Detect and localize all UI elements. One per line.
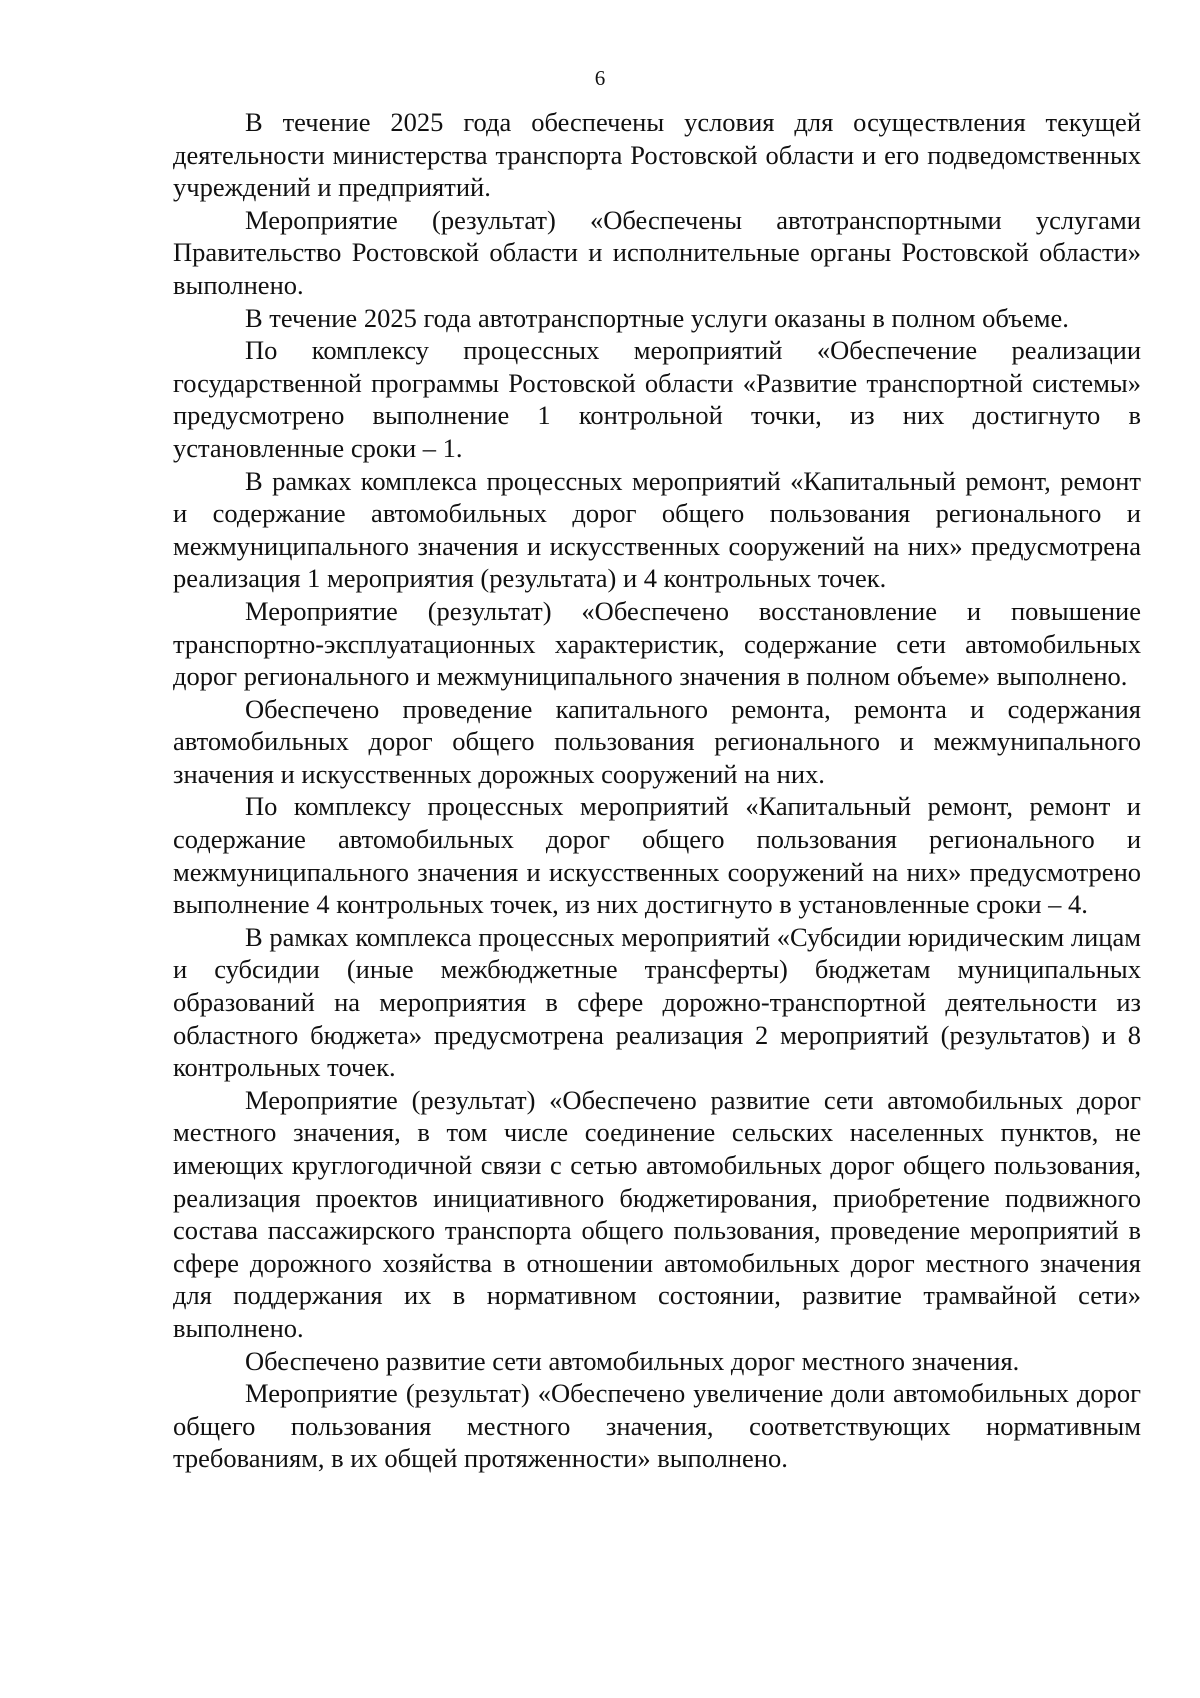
paragraph: В рамках комплекса процессных мероприятий «Капитальный ремонт, ремонт и содержание автомобильных дорог общего пользования регионального и межмуниципального значения и искусственных сооружений на них» предусмотрена реализация 1 мероприятия (результата) и 4 контрольных точек. <box>173 465 1141 594</box>
paragraph: Мероприятие (результат) «Обеспечены автотранспортными услугами Правительство Ростовской области и исполнительные органы Ростовской области» выполнено. <box>173 204 1141 300</box>
paragraph: Мероприятие (результат) «Обеспечено восстановление и повышение транспортно-эксплуатационных характеристик, содержание сети автомобильных дорог регионального и межмуниципального значения в полном объеме» выполнено. <box>173 595 1141 692</box>
paragraph: По комплексу процессных мероприятий «Капитальный ремонт, ремонт и содержание автомобильных дорог общего пользования регионального и межмуниципального значения и искусственных сооружений на них» предусмотрено выполнение 4 контрольных точек, из них достигнуто в установленные сроки – 4. <box>173 791 1141 920</box>
paragraph: По комплексу процессных мероприятий «Обеспечение реализации государственной программы Ростовской области «Развитие транспортной системы» предусмотрено выполнение 1 контрольной точки, из них достигнуто в установленные сроки – 1. <box>173 335 1141 463</box>
paragraph: В течение 2025 года обеспечены условия для осуществления текущей деятельности министерства транспорта Ростовской области и его подведомственных учреждений и предприятий. <box>173 107 1141 203</box>
paragraph: Обеспечено развитие сети автомобильных дорог местного значения. <box>245 1345 1020 1376</box>
body-text <box>173 106 1141 1475</box>
paragraph: Обеспечено проведение капитального ремонта, ремонта и содержания автомобильных дорог общего пользования регионального и межмунипального значения и искусственных дорожных сооружений на них. <box>173 693 1141 789</box>
paragraph: В рамках комплекса процессных мероприятий «Субсидии юридическим лицам и субсидии (иные межбюджетные трансферты) бюджетам муниципальных образований на мероприятия в сфере дорожно-транспортной деятельности из областного бюджета» предусмотрена реализация 2 мероприятий (результатов) и 8 контрольных точек. <box>173 921 1141 1083</box>
paragraph: Мероприятие (результат) «Обеспечено увеличение доли автомобильных дорог общего пользования местного значения, соответствующих нормативным требованиям, в их общей протяженности» выполнено. <box>173 1378 1141 1474</box>
page-number: 6 <box>594 66 606 90</box>
paragraph: В течение 2025 года автотранспортные услуги оказаны в полном объеме. <box>245 302 1069 333</box>
paragraph: Мероприятие (результат) «Обеспечено развитие сети автомобильных дорог местного значения, в том числе соединение сельских населенных пунктов, не имеющих круглогодичной связи с сетью автомобильных дорог общего пользования, реализация проектов инициативного бюджетирования, приобретение подвижного состава пассажирского транспорта общего пользования, проведение мероприятий в сфере дорожного хозяйства в отношении автомобильных дорог местного значения для поддержания их в нормативном состоянии, развитие трамвайной сети» выполнено. <box>173 1084 1141 1343</box>
